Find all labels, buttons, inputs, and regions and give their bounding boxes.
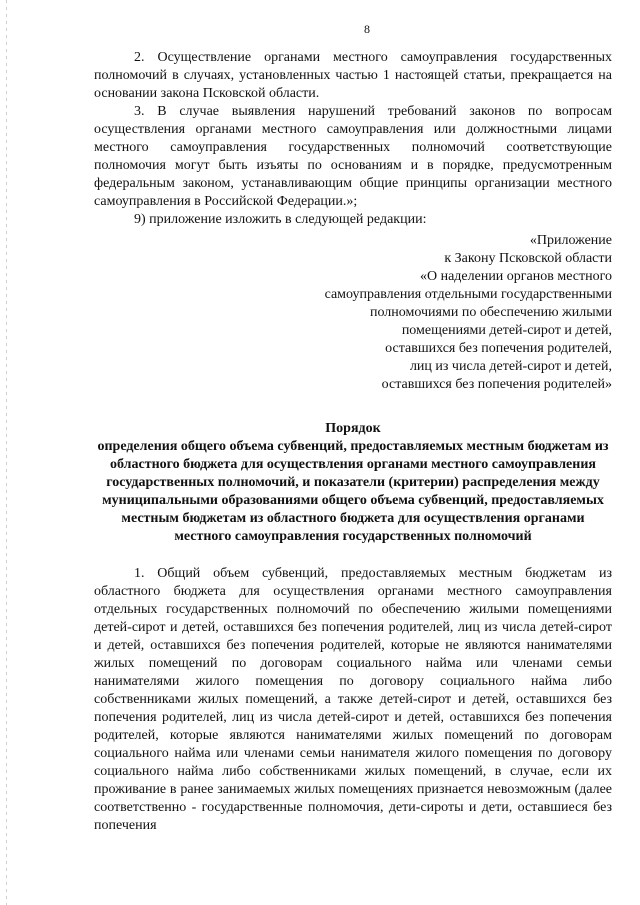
- appendix-line: оставшихся без попечения родителей»: [381, 377, 612, 392]
- paragraph-2: 2. Осуществление органами местного самоуправления государственных полномочий в случаях, установленных частью 1 настоящей статьи, прекращается на основании закона Псковской области.: [94, 50, 612, 101]
- appendix-line: оставшихся без попечения родителей,: [385, 341, 612, 356]
- appendix-line: полномочиями по обеспечению жилыми: [369, 305, 612, 320]
- paragraph-3: 3. В случае выявления нарушений требований законов по вопросам осуществления органами местного самоуправления или должностными лицами местного самоуправления государственных полномочий соответствующие полномочия могут быть изъяты по основаниям и в порядке, предусмотренным федеральным законом, устанавливающим общие принципы организации местного самоуправления в Российской Федерации.»;: [94, 104, 612, 209]
- item-1: 1. Общий объем субвенций, предоставляемых местным бюджетам из областного бюджета для осуществления органами местного самоуправления отдельных государственных полномочий по обеспечению жилыми помещениями детей-сирот и детей, оставшихся без попечения родителей, лиц из числа детей-сирот и детей, оставшихся без попечения родителей, которые не являются нанимателями жилых помещений по договорам социального найма или членами семьи нанимателями жилого помещения по договору социального найма либо собственниками жилых помещений, а также детей-сирот и детей, оставшихся без попечения родителей, лиц из числа детей-сирот и детей, оставшихся без попечения родителей, которые являются нанимателями жилых помещений по договорам социального найма или членами семьи нанимателя жилого помещения по договору социального найма либо собственниками жилых помещений, в случае, если их проживание в ранее занимаемых жилых помещениях признается невозможным (далее соответственно - государственные полномочия, дети-сироты и дети, оставшиеся без попечения: [94, 566, 612, 833]
- appendix-line: «О наделении органов местного: [419, 269, 612, 284]
- order-title: Порядок: [325, 421, 381, 436]
- appendix-line: «Приложение: [529, 233, 612, 248]
- appendix-line: лиц из числа детей-сирот и детей,: [409, 359, 612, 374]
- scan-edge: [6, 0, 7, 905]
- appendix-line: к Закону Псковской области: [444, 251, 612, 266]
- appendix-header: [94, 232, 612, 394]
- paragraph-9: 9) приложение изложить в следующей редакции:: [134, 212, 427, 227]
- appendix-line: помещениями детей-сирот и детей,: [401, 323, 612, 338]
- page-number: 8: [364, 22, 370, 36]
- order-subtitle: определения общего объема субвенций, предоставляемых местным бюджетам из областного бюджета для осуществления органами местного самоуправления государственных полномочий, и показатели (критерии) распределения между муниципальными образованиями общего объема субвенций, предоставляемых местным бюджетам из областного бюджета для осуществления органами местного самоуправления государственных полномочий: [97, 439, 609, 544]
- appendix-line: самоуправления отдельными государственными: [324, 287, 612, 302]
